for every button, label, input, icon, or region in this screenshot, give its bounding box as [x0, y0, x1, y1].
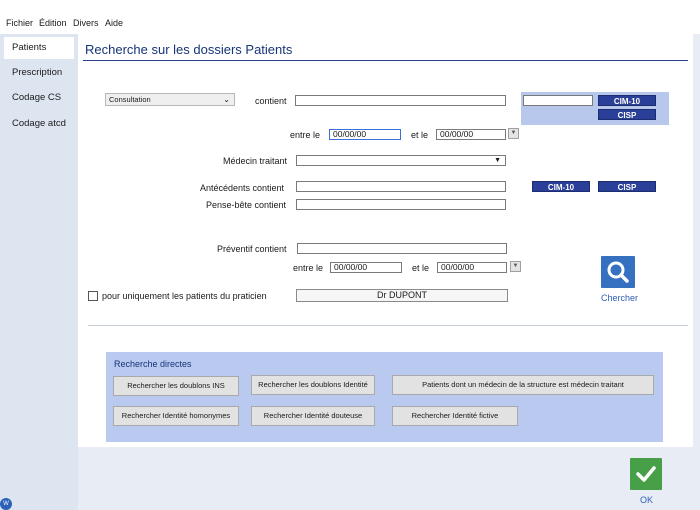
sidebar-item-codage-atcd[interactable]: Codage atcd: [12, 118, 66, 129]
dropdown-arrow-icon: ▼: [494, 157, 501, 164]
structure-doctor-patients-button[interactable]: Patients dont un médecin de la structure est médecin traitant: [392, 375, 654, 395]
menu-fichier[interactable]: Fichier: [6, 18, 34, 28]
antecedents-label: Antécédents contient: [200, 183, 285, 193]
homonym-identity-button[interactable]: Rechercher Identité homonymes: [113, 406, 239, 426]
date-to-input[interactable]: 00/00/00: [436, 129, 506, 140]
memo-label: Pense-bête contient: [206, 200, 287, 210]
direct-search-title: Recherche directes: [114, 359, 192, 369]
menu-divers[interactable]: Divers: [73, 18, 99, 28]
sidebar-item-prescription[interactable]: Prescription: [12, 67, 63, 78]
ok-button[interactable]: [630, 458, 662, 490]
prev-between-label: entre le: [293, 263, 324, 273]
app-logo-badge: W: [0, 498, 12, 510]
duplicates-identity-button[interactable]: Rechercher les doublons Identité: [251, 375, 375, 395]
menu-edition[interactable]: Édition: [39, 18, 67, 28]
search-panel: [78, 34, 693, 447]
direct-search-panel: [106, 352, 663, 442]
practitioner-name: Dr DUPONT: [296, 289, 508, 302]
search-label: Chercher: [601, 293, 639, 303]
cisp-button[interactable]: CISP: [598, 109, 656, 120]
and-label: et le: [411, 130, 429, 140]
section-divider: [88, 325, 688, 326]
sidebar: [0, 34, 78, 510]
criterion-select-value: Consultation: [109, 95, 151, 104]
prev-and-label: et le: [412, 263, 430, 273]
preventive-input[interactable]: [297, 243, 507, 254]
code-box: [521, 92, 669, 125]
doctor-label: Médecin traitant: [223, 156, 288, 166]
cim10-button[interactable]: CIM-10: [598, 95, 656, 106]
antecedents-input[interactable]: [296, 181, 506, 192]
prev-date-picker-button[interactable]: ▼: [510, 261, 521, 272]
atcd-cim10-button[interactable]: CIM-10: [532, 181, 590, 192]
page-title: Recherche sur les dossiers Patients: [85, 42, 293, 57]
code-input[interactable]: [523, 95, 593, 106]
search-button[interactable]: [601, 256, 635, 288]
criterion-select[interactable]: [105, 93, 235, 106]
duplicates-ins-button[interactable]: Rechercher les doublons INS: [113, 376, 239, 396]
preventive-label: Préventif contient: [217, 244, 287, 254]
doctor-select[interactable]: [296, 155, 506, 166]
atcd-cisp-button[interactable]: CISP: [598, 181, 656, 192]
contains-input[interactable]: [295, 95, 506, 106]
sidebar-item-patients[interactable]: Patients: [4, 37, 74, 59]
fictitious-identity-button[interactable]: Rechercher Identité fictive: [392, 406, 518, 426]
ok-label: OK: [640, 495, 654, 505]
menu-aide[interactable]: Aide: [105, 18, 124, 28]
only-practitioner-label: pour uniquement les patients du praticien: [102, 291, 267, 301]
prev-date-from-input[interactable]: 00/00/00: [330, 262, 402, 273]
only-practitioner-checkbox[interactable]: [88, 291, 98, 301]
date-picker-button[interactable]: ▼: [508, 128, 519, 139]
prev-date-to-input[interactable]: 00/00/00: [437, 262, 507, 273]
memo-input[interactable]: [296, 199, 506, 210]
chevron-down-icon: ⌄: [223, 95, 230, 104]
contains-label: contient: [255, 96, 287, 106]
between-label: entre le: [290, 130, 321, 140]
title-divider: [83, 60, 688, 61]
sidebar-item-codage-cs[interactable]: Codage CS: [12, 92, 62, 103]
check-icon: [630, 458, 662, 490]
menu-bar: [0, 0, 700, 34]
search-icon: [601, 256, 635, 288]
doubtful-identity-button[interactable]: Rechercher Identité douteuse: [251, 406, 375, 426]
date-from-input[interactable]: 00/00/00: [329, 129, 401, 140]
